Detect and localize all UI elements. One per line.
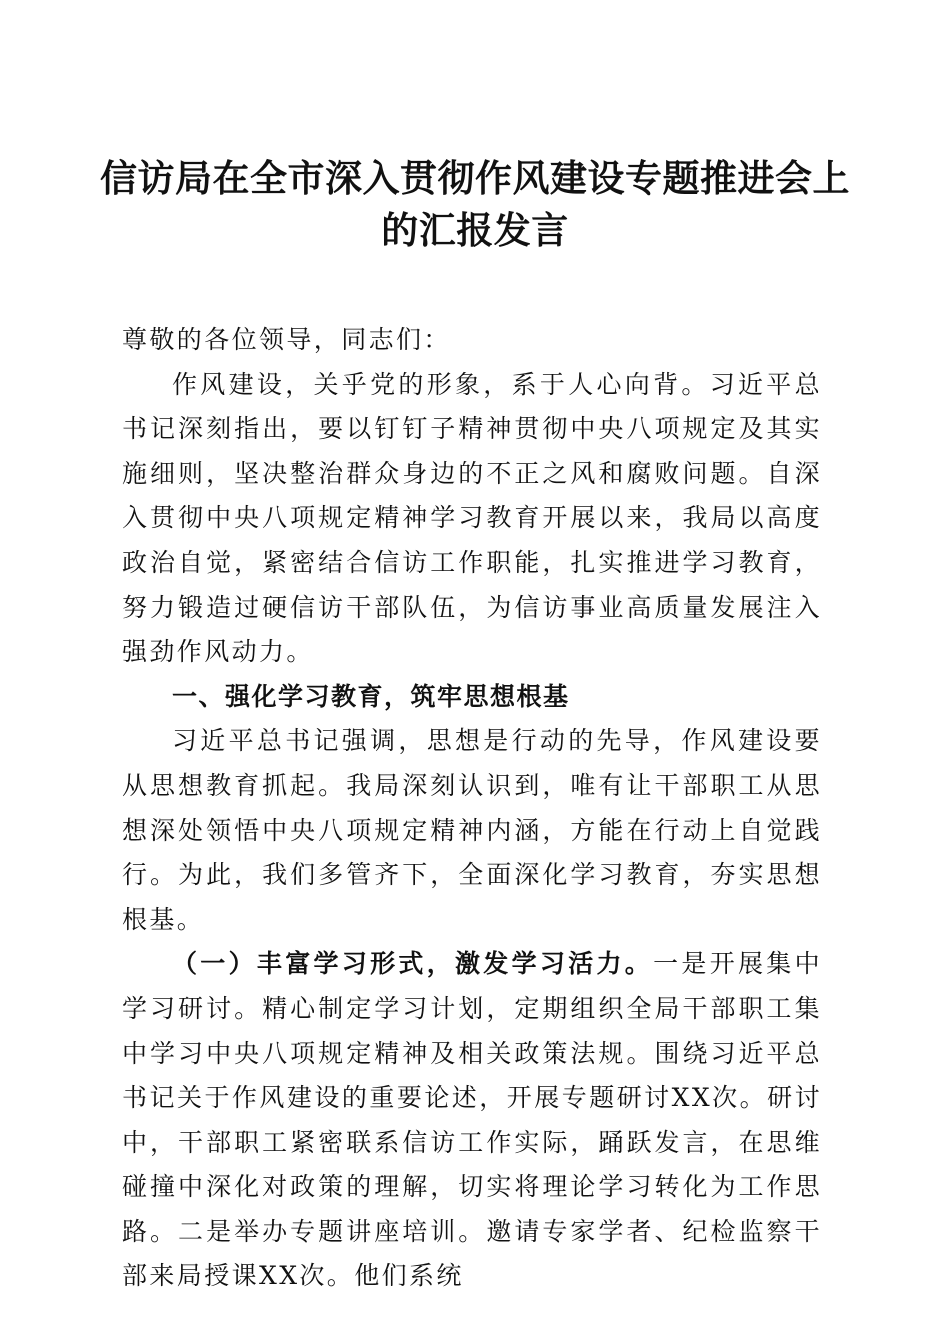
title-line-1: 信访局在全市深入贯彻作风建设专题推进会上 (100, 156, 850, 200)
section-heading-1: 一、强化学习教育，筑牢思想根基 (172, 681, 570, 711)
subsection-1-paragraph (122, 942, 822, 1299)
document-title (100, 152, 850, 256)
section-1-paragraph: 习近平总书记强调，思想是行动的先导，作风建设要从思想教育抓起。我局深刻认识到，唯有让干部职工从思想深处领悟中央八项规定精神内涵，方能在行动上自觉践行。为此，我们多管齐下，全面深化学习教育，夯实思想根基。 (122, 726, 822, 934)
subsection-1-text: 一是开展集中学习研讨。精心制定学习计划，定期组织全局干部职工集中学习中央八项规定精神及相关政策法规。围绕习近平总书记关于作风建设的重要论述，开展专题研讨XX次。研讨中，干部职工紧密联系信访工作实际，踊跃发言，在思维碰撞中深化对政策的理解，切实将理论学习转化为工作思路。二是举办专题讲座培训。邀请专家学者、纪检监察干部来局授课XX次。他们系统 (122, 949, 822, 1291)
salutation: 尊敬的各位领导，同志们： (122, 325, 451, 354)
title-line-2: 的汇报发言 (381, 208, 569, 252)
subsection-1-lead: （一）丰富学习形式，激发学习活力。 (172, 949, 654, 979)
document-body (122, 318, 822, 1299)
intro-paragraph: 作风建设，关乎党的形象，系于人心向背。习近平总书记深刻指出，要以钉钉子精神贯彻中央八项规定及其实施细则，坚决整治群众身边的不正之风和腐败问题。自深入贯彻中央八项规定精神学习教育开展以来，我局以高度政治自觉，紧密结合信访工作职能，扎实推进学习教育，努力锻造过硬信访干部队伍，为信访事业高质量发展注入强劲作风动力。 (122, 369, 822, 667)
